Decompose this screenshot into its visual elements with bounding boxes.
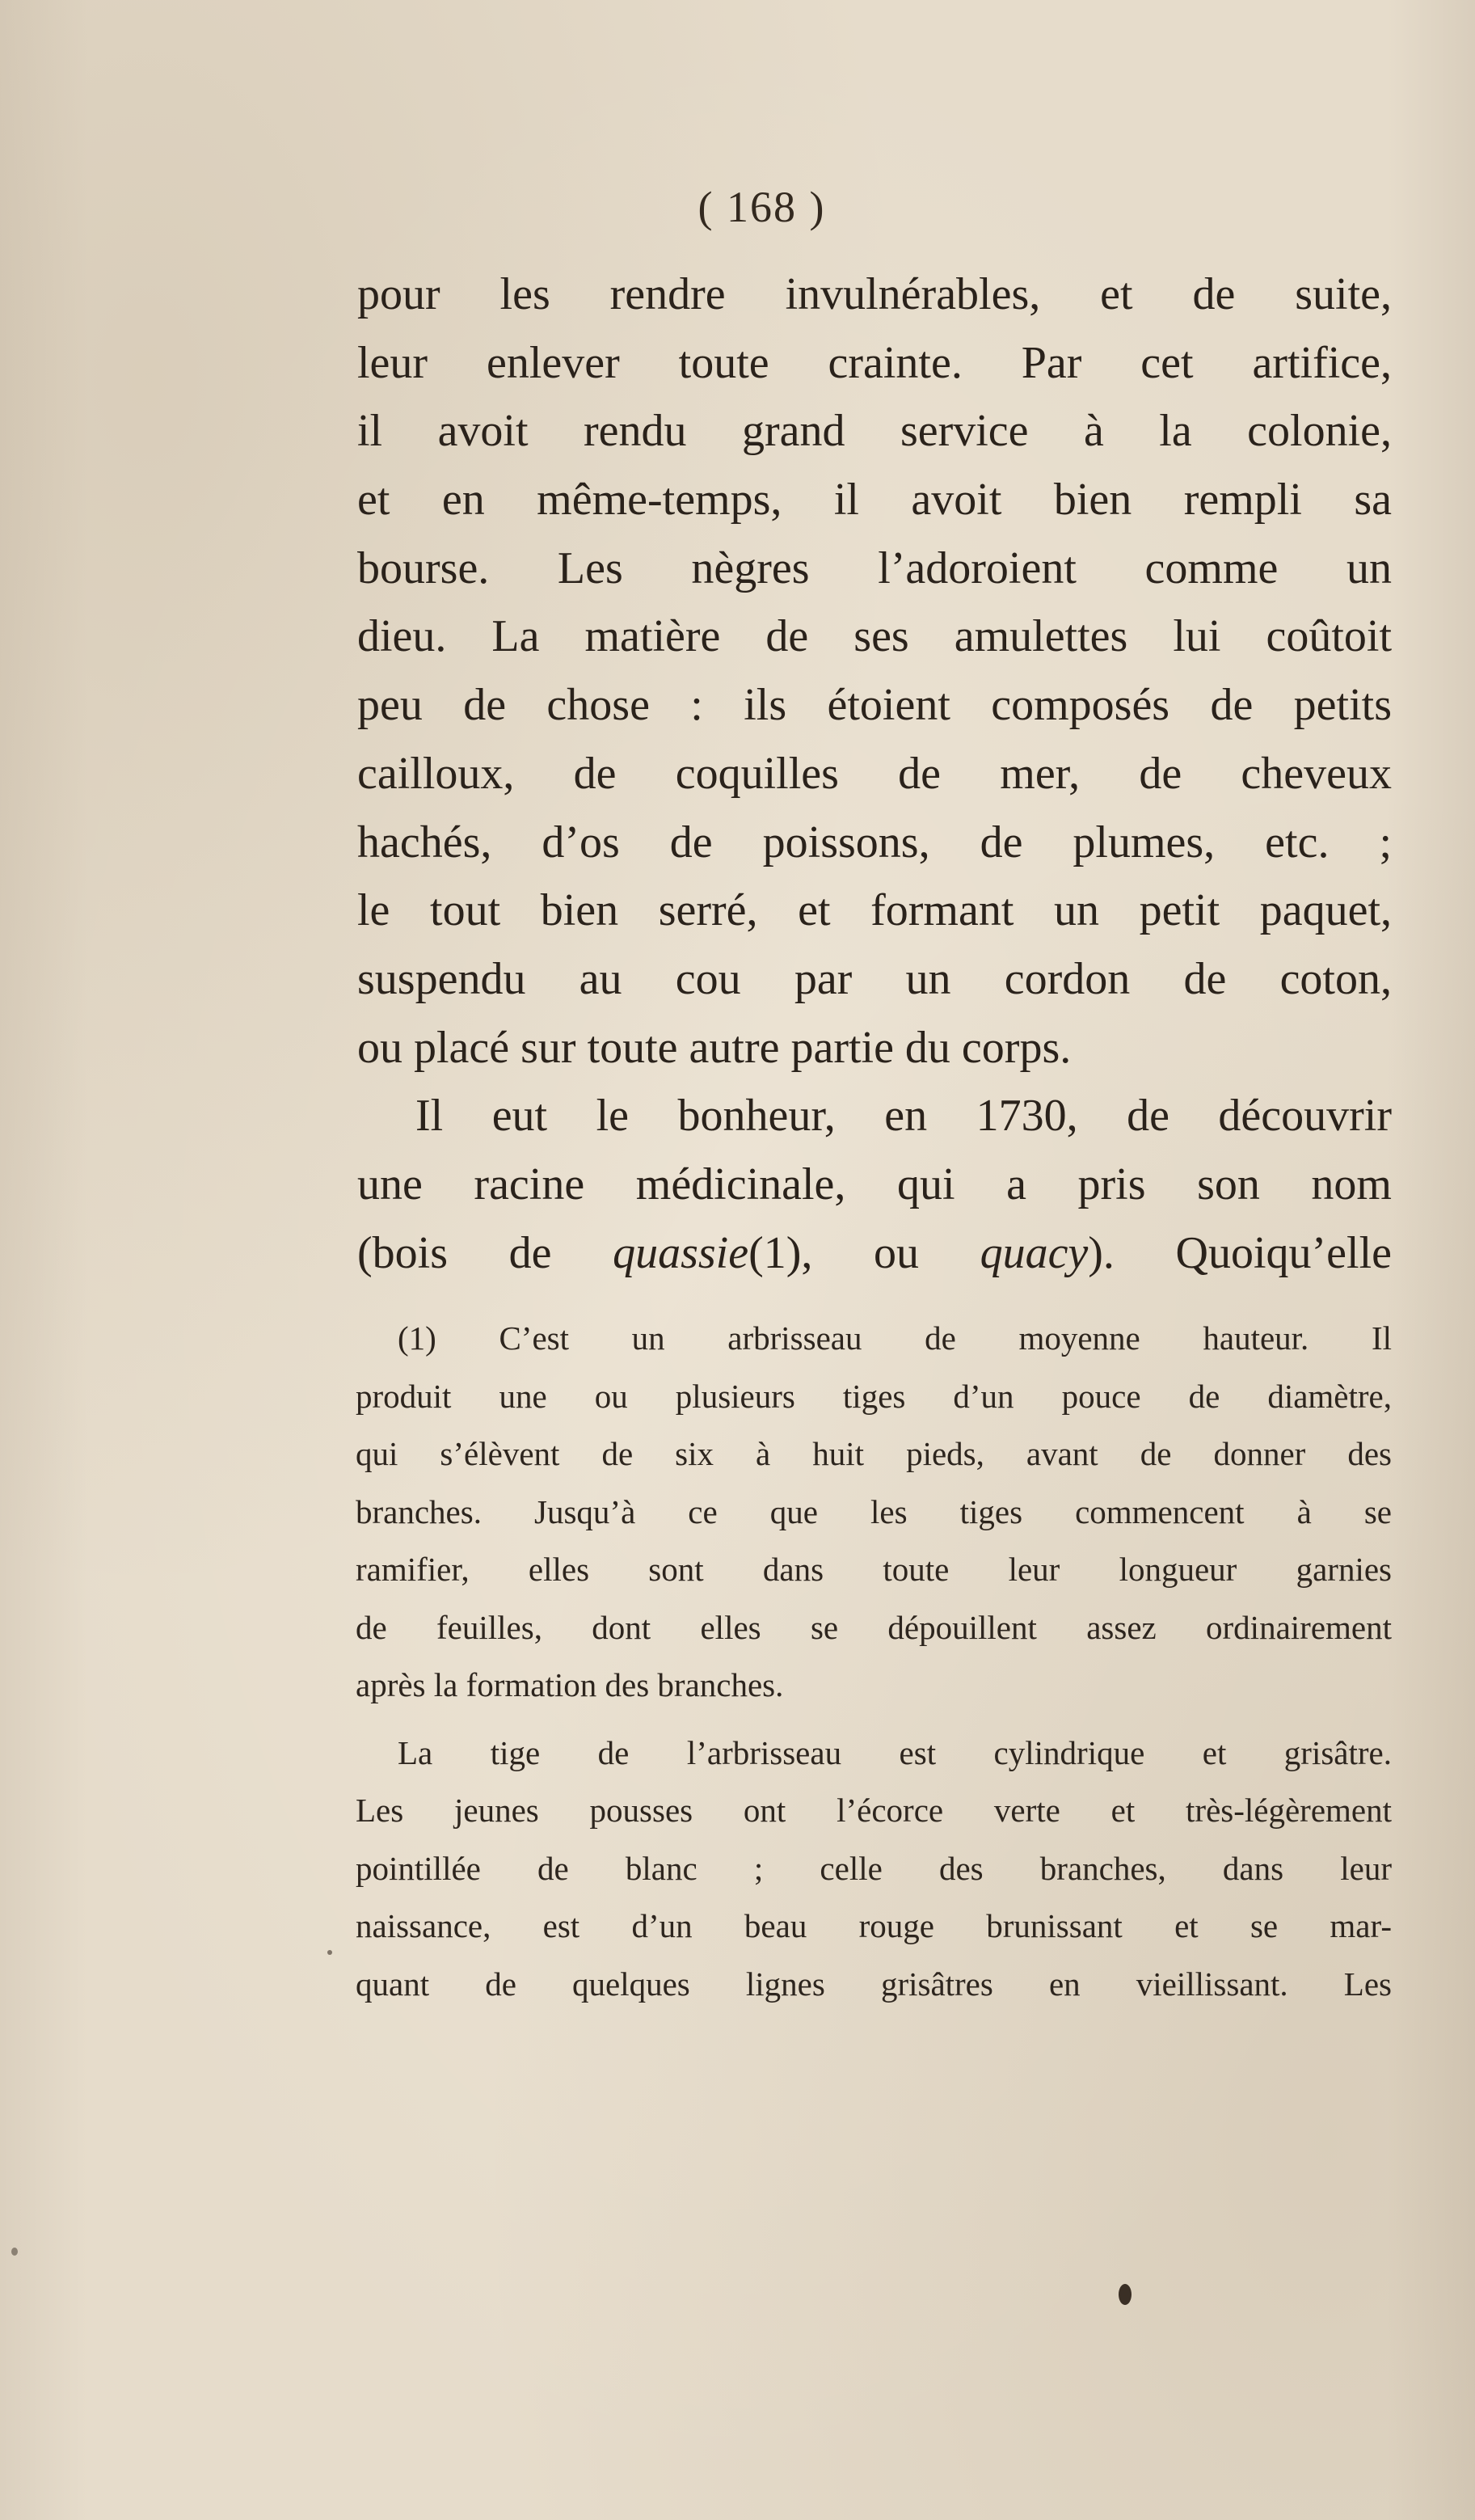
text-line: suspendu au cou par un cordon de coton,	[357, 953, 1392, 1004]
ink-speck	[11, 2248, 18, 2256]
text-line: et en même-temps, il avoit bien rempli sa	[357, 475, 1392, 526]
text-run: ). Quoiqu’elle	[1088, 1227, 1393, 1278]
text-run: (bois de	[357, 1227, 613, 1278]
footnote-line: (1) C’est un arbrisseau de moyenne hauteur. Il	[398, 1319, 1392, 1357]
ink-speck	[327, 1950, 332, 1955]
paragraph-gap	[356, 1715, 1392, 1724]
main-text	[357, 260, 1392, 1287]
footnote-line: après la formation des branches.	[356, 1666, 784, 1703]
footnote-block	[356, 1310, 1392, 2013]
footnote-line: Les jeunes pousses ont l’écorce verte et très-légèrement	[356, 1792, 1392, 1829]
footnote-line: de feuilles, dont elles se dépouillent assez ordinairement	[356, 1608, 1392, 1646]
page-number: ( 168 )	[697, 183, 826, 231]
text-line: hachés, d’os de poissons, de plumes, etc. ;	[357, 817, 1392, 867]
footnote-line: produit une ou plusieurs tiges d’un pouce de diamètre,	[356, 1377, 1392, 1415]
ink-speck	[1119, 2284, 1132, 2305]
footnote-line: ramifier, elles sont dans toute leur longueur garnies	[356, 1551, 1392, 1588]
footnote-line: qui s’élèvent de six à huit pieds, avant de donner des	[356, 1435, 1392, 1472]
footnote-line: La tige de l’arbrisseau est cylindrique et grisâtre.	[398, 1733, 1392, 1771]
text-line-with-italics	[357, 1219, 1392, 1288]
text-line: le tout bien serré, et formant un petit paquet,	[357, 885, 1392, 936]
text-line: une racine médicinale, qui a pris son nom	[357, 1159, 1392, 1209]
text-line: leur enlever toute crainte. Par cet artifice,	[357, 337, 1392, 388]
text-line: cailloux, de coquilles de mer, de cheveux	[357, 748, 1392, 799]
footnote-line: naissance, est d’un beau rouge brunissant et se mar-	[356, 1907, 1392, 1944]
footnote-line: branches. Jusqu’à ce que les tiges commencent à se	[356, 1492, 1392, 1530]
footnote-line: pointillée de blanc ; celle des branches, dans leur	[356, 1849, 1392, 1887]
italic-term-quacy: quacy	[980, 1227, 1089, 1278]
text-line: ou placé sur toute autre partie du corps.	[357, 1022, 1072, 1073]
text-line: pour les rendre invulnérables, et de suite,	[357, 269, 1392, 319]
text-line: Il eut le bonheur, en 1730, de découvrir	[415, 1091, 1392, 1142]
text-line: il avoit rendu grand service à la colonie,	[357, 406, 1392, 457]
text-line: bourse. Les nègres l’adoroient comme un	[357, 542, 1392, 593]
italic-term-quassie: quassie	[613, 1227, 749, 1278]
text-line: peu de chose : ils étoient composés de petits	[357, 680, 1392, 731]
footnote-line: quant de quelques lignes grisâtres en vieillissant. Les	[356, 1965, 1392, 2003]
text-line: dieu. La matière de ses amulettes lui coûtoit	[357, 611, 1392, 662]
text-run: (1), ou	[748, 1227, 980, 1278]
